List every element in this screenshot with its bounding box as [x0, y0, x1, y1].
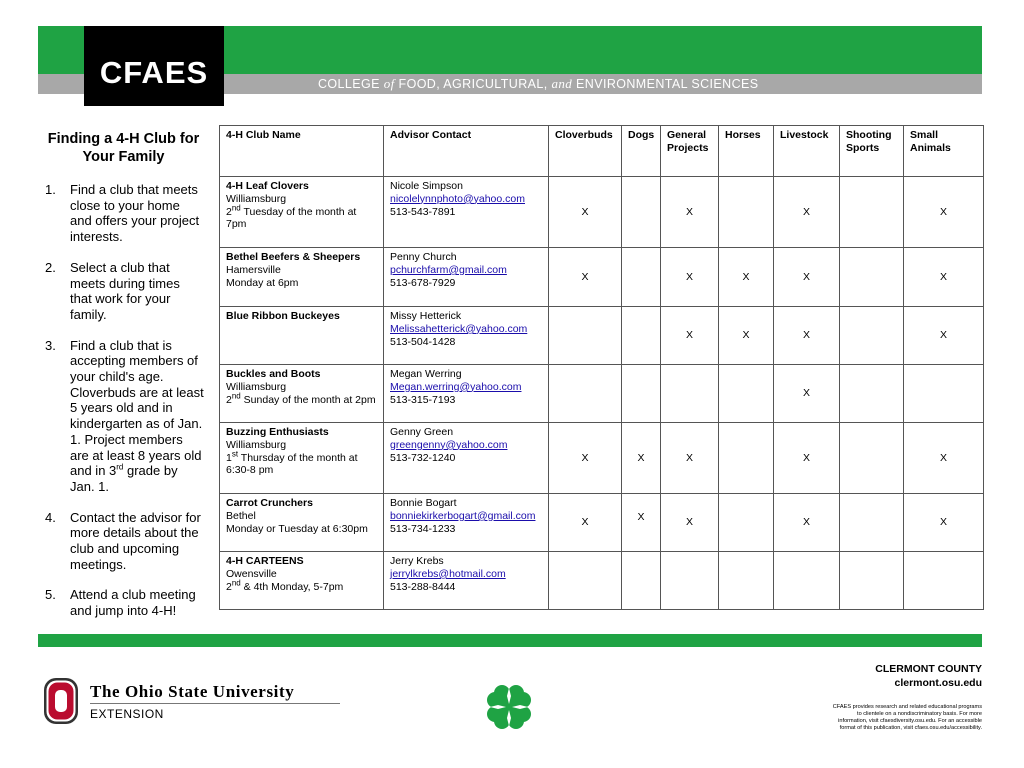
- interest-mark-cell: X: [904, 177, 984, 248]
- table-row: [220, 365, 984, 423]
- column-header: Small Animals: [904, 126, 984, 177]
- club-name-cell: [220, 177, 384, 248]
- county-name: CLERMONT COUNTY: [875, 663, 982, 675]
- interest-mark-cell: [719, 365, 774, 423]
- interest-mark-cell: [840, 365, 904, 423]
- club-meeting-time: 2nd Sunday of the month at 2pm: [226, 391, 376, 406]
- club-name-cell: [220, 248, 384, 307]
- advisor-email-link[interactable]: bonniekirkerbogart@gmail.com: [390, 509, 536, 522]
- interest-mark-cell: X: [719, 307, 774, 365]
- interest-mark-cell: X: [904, 307, 984, 365]
- table-row: [220, 552, 984, 610]
- advisor-cell: [384, 177, 549, 248]
- advisor-cell: [384, 552, 549, 610]
- club-meeting-time: 2nd Tuesday of the month at 7pm: [226, 203, 357, 231]
- advisor-name: Missy Hetterick: [390, 310, 462, 322]
- county-info: [875, 662, 982, 690]
- table-body: [220, 177, 984, 610]
- interest-mark-cell: [622, 177, 661, 248]
- interest-mark-cell: [719, 423, 774, 494]
- club-name-cell: [220, 423, 384, 494]
- interest-mark-cell: X: [622, 423, 661, 494]
- interest-mark-cell: [774, 552, 840, 610]
- club-name-cell: [220, 494, 384, 552]
- interest-mark-cell: X: [774, 494, 840, 552]
- advisor-phone: 513-288-8444: [390, 580, 456, 593]
- column-header: Horses: [719, 126, 774, 177]
- advisor-phone: 513-543-7891: [390, 205, 456, 218]
- column-header: Cloverbuds: [549, 126, 622, 177]
- interest-mark-cell: [622, 248, 661, 307]
- club-name: Buzzing Enthusiasts: [226, 426, 329, 438]
- club-location: Williamsburg: [226, 380, 287, 393]
- osu-logo: [44, 678, 340, 724]
- interest-mark-cell: [549, 365, 622, 423]
- club-location: Hamersville: [226, 263, 281, 276]
- table-header-row: [220, 126, 984, 177]
- interest-mark-cell: X: [549, 248, 622, 307]
- interest-mark-cell: [719, 177, 774, 248]
- interest-mark-cell: [840, 423, 904, 494]
- column-header: Dogs: [622, 126, 661, 177]
- page-title: Finding a 4-H Club for Your Family: [47, 131, 200, 165]
- advisor-cell: [384, 307, 549, 365]
- footer-green-bar: [38, 634, 982, 647]
- club-name: Carrot Crunchers: [226, 497, 313, 509]
- interest-mark-cell: X: [774, 248, 840, 307]
- table-row: [220, 307, 984, 365]
- divider: [90, 703, 340, 704]
- interest-mark-cell: [622, 365, 661, 423]
- club-location: Owensville: [226, 567, 277, 580]
- advisor-name: Genny Green: [390, 426, 454, 438]
- interest-mark-cell: X: [661, 307, 719, 365]
- column-header: Shooting Sports: [840, 126, 904, 177]
- club-name: Buckles and Boots: [226, 368, 321, 380]
- interest-mark-cell: X: [661, 177, 719, 248]
- interest-mark-cell: [661, 552, 719, 610]
- advisor-cell: [384, 494, 549, 552]
- club-name: 4-H CARTEENS: [226, 555, 304, 567]
- step-1: 1. Find a club that meets close to your home and offers your project interests.: [45, 182, 200, 245]
- cfaes-logo: CFAES: [84, 26, 224, 106]
- club-meeting-time: Monday or Tuesday at 6:30pm: [226, 522, 368, 535]
- advisor-phone: 513-504-1428: [390, 335, 456, 348]
- club-meeting-time: 1st Thursday of the month at 6:30-8 pm: [226, 449, 358, 477]
- advisor-email-link[interactable]: Megan.werring@yahoo.com: [390, 380, 522, 393]
- club-meeting-time: Monday at 6pm: [226, 276, 299, 289]
- step-5: 5. Attend a club meeting and jump into 4-H!: [45, 587, 196, 619]
- interest-mark-cell: X: [622, 494, 661, 552]
- interest-mark-cell: X: [774, 177, 840, 248]
- club-location: Bethel: [226, 509, 256, 522]
- interest-mark-cell: X: [661, 248, 719, 307]
- club-name: 4-H Leaf Clovers: [226, 180, 309, 192]
- advisor-phone: 513-315-7193: [390, 393, 456, 406]
- interest-mark-cell: [622, 307, 661, 365]
- interest-mark-cell: X: [719, 248, 774, 307]
- table-row: [220, 423, 984, 494]
- club-name-cell: [220, 365, 384, 423]
- interest-mark-cell: X: [904, 494, 984, 552]
- advisor-name: Bonnie Bogart: [390, 497, 457, 509]
- interest-mark-cell: X: [661, 423, 719, 494]
- interest-mark-cell: [719, 552, 774, 610]
- advisor-email-link[interactable]: jerrylkrebs@hotmail.com: [390, 567, 506, 580]
- block-o-icon: [44, 678, 78, 724]
- advisor-email-link[interactable]: greengenny@yahoo.com: [390, 438, 508, 451]
- interest-mark-cell: [840, 248, 904, 307]
- table-row: [220, 494, 984, 552]
- interest-mark-cell: [622, 552, 661, 610]
- 4h-clover-icon: [484, 682, 534, 732]
- interest-mark-cell: X: [549, 494, 622, 552]
- advisor-name: Jerry Krebs: [390, 555, 444, 567]
- advisor-phone: 513-678-7929: [390, 276, 456, 289]
- advisor-name: Megan Werring: [390, 368, 462, 380]
- interest-mark-cell: [549, 552, 622, 610]
- interest-mark-cell: X: [549, 423, 622, 494]
- interest-mark-cell: [661, 365, 719, 423]
- county-website[interactable]: clermont.osu.edu: [894, 677, 982, 689]
- club-name-cell: [220, 552, 384, 610]
- interest-mark-cell: X: [661, 494, 719, 552]
- advisor-email-link[interactable]: nicolelynnphoto@yahoo.com: [390, 192, 525, 205]
- table-row: [220, 248, 984, 307]
- interest-mark-cell: X: [774, 307, 840, 365]
- advisor-phone: 513-734-1233: [390, 522, 456, 535]
- college-name: COLLEGE of FOOD, AGRICULTURAL, and ENVIRONMENTAL SCIENCES: [318, 76, 759, 91]
- interest-mark-cell: X: [774, 423, 840, 494]
- advisor-name: Penny Church: [390, 251, 457, 263]
- column-header: General Projects: [661, 126, 719, 177]
- club-name: Bethel Beefers & Sheepers: [226, 251, 361, 263]
- column-header: Advisor Contact: [384, 126, 549, 177]
- interest-mark-cell: X: [549, 177, 622, 248]
- disclaimer: CFAES provides research and related educational programs to clientele on a nondiscriminatory basis. For more information, visit cfaesdiversity.osu.edu. For an accessible format of this publication, visit cfaes.osu.edu/accessibility.: [832, 704, 982, 731]
- sidebar: [40, 130, 205, 634]
- club-name: Blue Ribbon Buckeyes: [226, 310, 340, 322]
- steps-list: [40, 182, 205, 619]
- interest-mark-cell: [840, 552, 904, 610]
- advisor-cell: [384, 365, 549, 423]
- interest-mark-cell: X: [904, 248, 984, 307]
- club-location: Williamsburg: [226, 438, 287, 451]
- interest-mark-cell: X: [904, 423, 984, 494]
- step-4: 4. Contact the advisor for more details about the club and upcoming meetings.: [45, 509, 201, 572]
- column-header: Livestock: [774, 126, 840, 177]
- club-name-cell: [220, 307, 384, 365]
- club-meeting-time: 2nd & 4th Monday, 5-7pm: [226, 578, 344, 593]
- interest-mark-cell: X: [774, 365, 840, 423]
- club-location: Williamsburg: [226, 192, 287, 205]
- advisor-name: Nicole Simpson: [390, 180, 463, 192]
- extension-label: EXTENSION: [90, 707, 164, 721]
- advisor-cell: [384, 248, 549, 307]
- advisor-email-link[interactable]: Melissahetterick@yahoo.com: [390, 322, 528, 335]
- step-3: 3. Find a club that is accepting members of your child's age. Cloverbuds are at least 5 years old and in kindergarten as of Jan. 1. Project members are at least 8 years old and in 3rd grade by Jan. 1.: [45, 337, 204, 494]
- interest-mark-cell: [549, 307, 622, 365]
- interest-mark-cell: [904, 365, 984, 423]
- advisor-email-link[interactable]: pchurchfarm@gmail.com: [390, 263, 507, 276]
- interest-mark-cell: [840, 494, 904, 552]
- column-header: 4-H Club Name: [220, 126, 384, 177]
- step-2: 2. Select a club that meets during times that work for your family.: [45, 259, 180, 322]
- university-name: The Ohio State University: [90, 682, 295, 701]
- advisor-cell: [384, 423, 549, 494]
- interest-mark-cell: [840, 307, 904, 365]
- advisor-phone: 513-732-1240: [390, 451, 456, 464]
- clubs-table: [219, 125, 984, 610]
- table-row: [220, 177, 984, 248]
- interest-mark-cell: [904, 552, 984, 610]
- interest-mark-cell: [719, 494, 774, 552]
- interest-mark-cell: [840, 177, 904, 248]
